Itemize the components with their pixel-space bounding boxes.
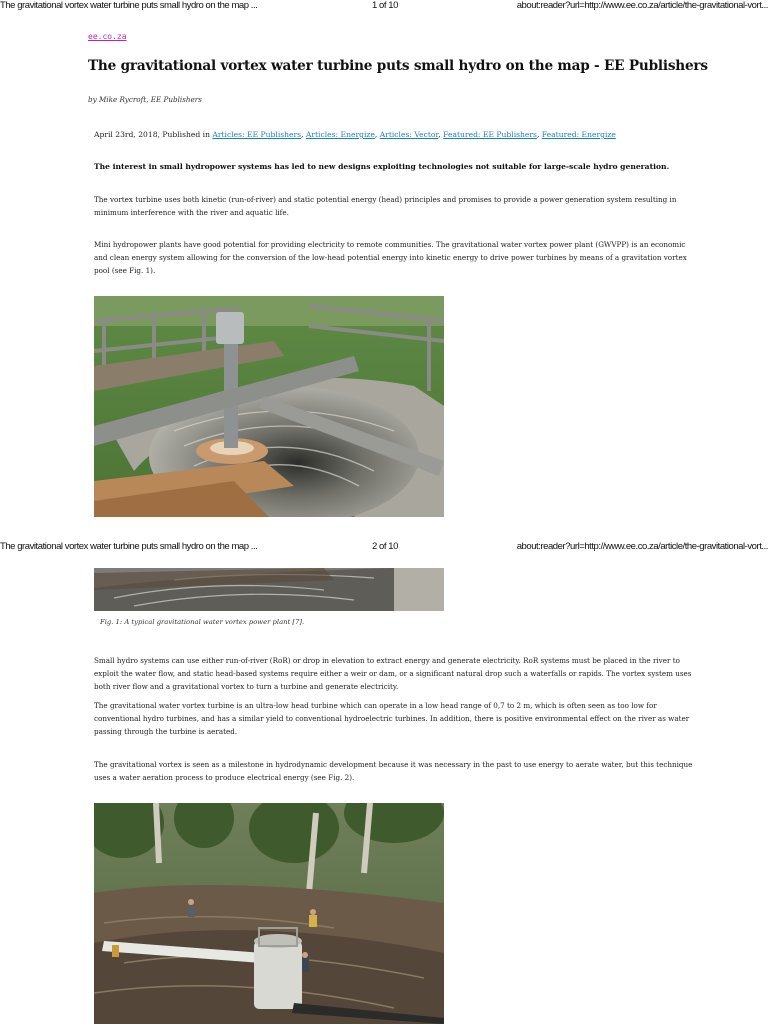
article-title: The gravitational vortex water turbine puts small hydro on the map - EE Publishers	[88, 58, 708, 74]
print-header-title: The gravitational vortex water turbine puts small hydro on the map ...	[0, 0, 258, 11]
category-link[interactable]: Featured: Energize	[541, 130, 616, 139]
article-lead: The interest in small hydropower systems has led to new designs exploiting technologies not suitable for large-scale hydro generation.	[94, 162, 670, 171]
category-link[interactable]: Articles: Vector	[379, 130, 439, 139]
publish-date: April 23rd, 2018, Published in	[94, 130, 213, 139]
vortex-plant-photo	[94, 296, 444, 517]
vortex-site-photo	[94, 803, 444, 1024]
category-link[interactable]: Featured: EE Publishers	[443, 130, 537, 139]
article-paragraph: Mini hydropower plants have good potential for providing electricity to remote communities. The gravitational water vortex power plant (GWVPP) is an economic and clean energy system allowing for the conversion of the low-head potential energy into kinetic energy to drive power turbines by means of a gravitation vortex pool (see Fig. 1).	[94, 240, 687, 276]
print-header-url: about:reader?url=http://www.ee.co.za/article/the-gravitational-vort...	[516, 541, 768, 552]
article-meta: April 23rd, 2018, Published in Articles: EE Publishers, Articles: Energize, Articles: Vector, Featured: EE Publishers, Featured: Energize	[94, 130, 616, 139]
site-link[interactable]: ee.co.za	[88, 32, 127, 41]
article-paragraph: Small hydro systems can use either run-of-river (RoR) or drop in elevation to extract energy and generate electricity. RoR systems must be placed in the river to exploit the water flow, and static head-based systems require either a weir or dam, or a significant natural drop such a waterfalls or rapids. The vortex system uses both river flow and a gravitational vortex to turn a turbine and generate electricity.	[94, 656, 692, 692]
category-link[interactable]: Articles: EE Publishers	[212, 130, 302, 139]
figure-1-caption: Fig. 1: A typical gravitational water vortex power plant [7].	[100, 618, 305, 626]
article-paragraph: The gravitational vortex is seen as a milestone in hydrodynamic development because it was necessary in the past to use energy to aerate water, but this technique uses a water aeration process to produce electrical energy (see Fig. 2).	[94, 760, 693, 783]
print-page-number: 1 of 10	[372, 0, 398, 11]
print-page-number: 2 of 10	[372, 541, 398, 552]
print-header-title: The gravitational vortex water turbine puts small hydro on the map ...	[0, 541, 258, 552]
print-header-url: about:reader?url=http://www.ee.co.za/article/the-gravitational-vort...	[516, 0, 768, 11]
article-paragraph: The gravitational water vortex turbine is an ultra-low head turbine which can operate in a low head range of 0,7 to 2 m, which is often seen as too low for conventional hydro turbines, and has a similar yield to conventional hydroelectric turbines. In addition, there is positive environmental effect on the river as water passing through the turbine is aerated.	[94, 701, 690, 737]
vortex-plant-photo-continued	[94, 568, 444, 611]
article-byline: by Mike Rycroft, EE Publishers	[88, 95, 202, 104]
article-paragraph: The vortex turbine uses both kinetic (run-of-river) and static potential energy (head) principles and promises to provide a power generation system resulting in minimum interference with the river and aquatic life.	[94, 195, 677, 218]
category-link[interactable]: Articles: Energize	[305, 130, 375, 139]
